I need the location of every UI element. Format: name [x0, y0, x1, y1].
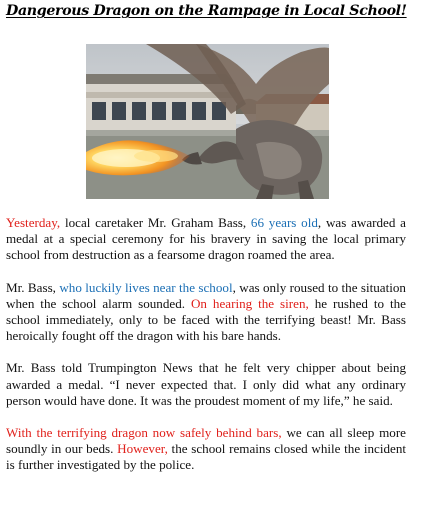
body-text: Mr. Bass, [6, 279, 60, 295]
highlight-red-text: However, [117, 441, 168, 457]
body-text: the school remains closed while the incident is further investigated by the police. [6, 441, 406, 473]
highlight-blue-text: 66 years old [250, 215, 318, 230]
body-text: we can all sleep more soundly in our beds. [6, 425, 406, 457]
paragraph-2 [6, 280, 406, 345]
highlight-red-text: On hearing the siren, [190, 295, 309, 311]
paragraph-3 [6, 360, 406, 409]
paragraph-1 [6, 215, 406, 264]
highlight-red-text: With the terrifying dragon now safely behind bars, [6, 425, 282, 441]
body-text: , was only roused to the situation when the school alarm sounded. [6, 279, 406, 311]
dragon-fire-photo [86, 44, 329, 199]
highlight-blue-text: who luckily lives near the school [59, 279, 233, 295]
article-body [6, 215, 406, 490]
paragraph-4 [6, 425, 406, 474]
dragon-photo-illustration [86, 44, 329, 199]
article-headline: Dangerous Dragon on the Rampage in Local School! [6, 3, 407, 19]
body-text: , was awarded a medal at a special ceremony for his bravery in saving the local primary school from destruction as a fearsome dragon roamed the area. [6, 215, 406, 263]
body-text: local caretaker Mr. Graham Bass, [60, 215, 251, 230]
highlight-red-text: Yesterday, [6, 215, 61, 230]
body-text: Mr. Bass told Trumpington News that he felt very chipper about being awarded a medal. “I never expected that. I only did what any ordinary person would have done. It was the proudest moment of my life,” he said. [6, 360, 406, 408]
body-text: he rushed to the school immediately, only to be faced with the terrifying beast! Mr. Bass heroically fought off the dragon with his bare hands. [6, 295, 406, 344]
